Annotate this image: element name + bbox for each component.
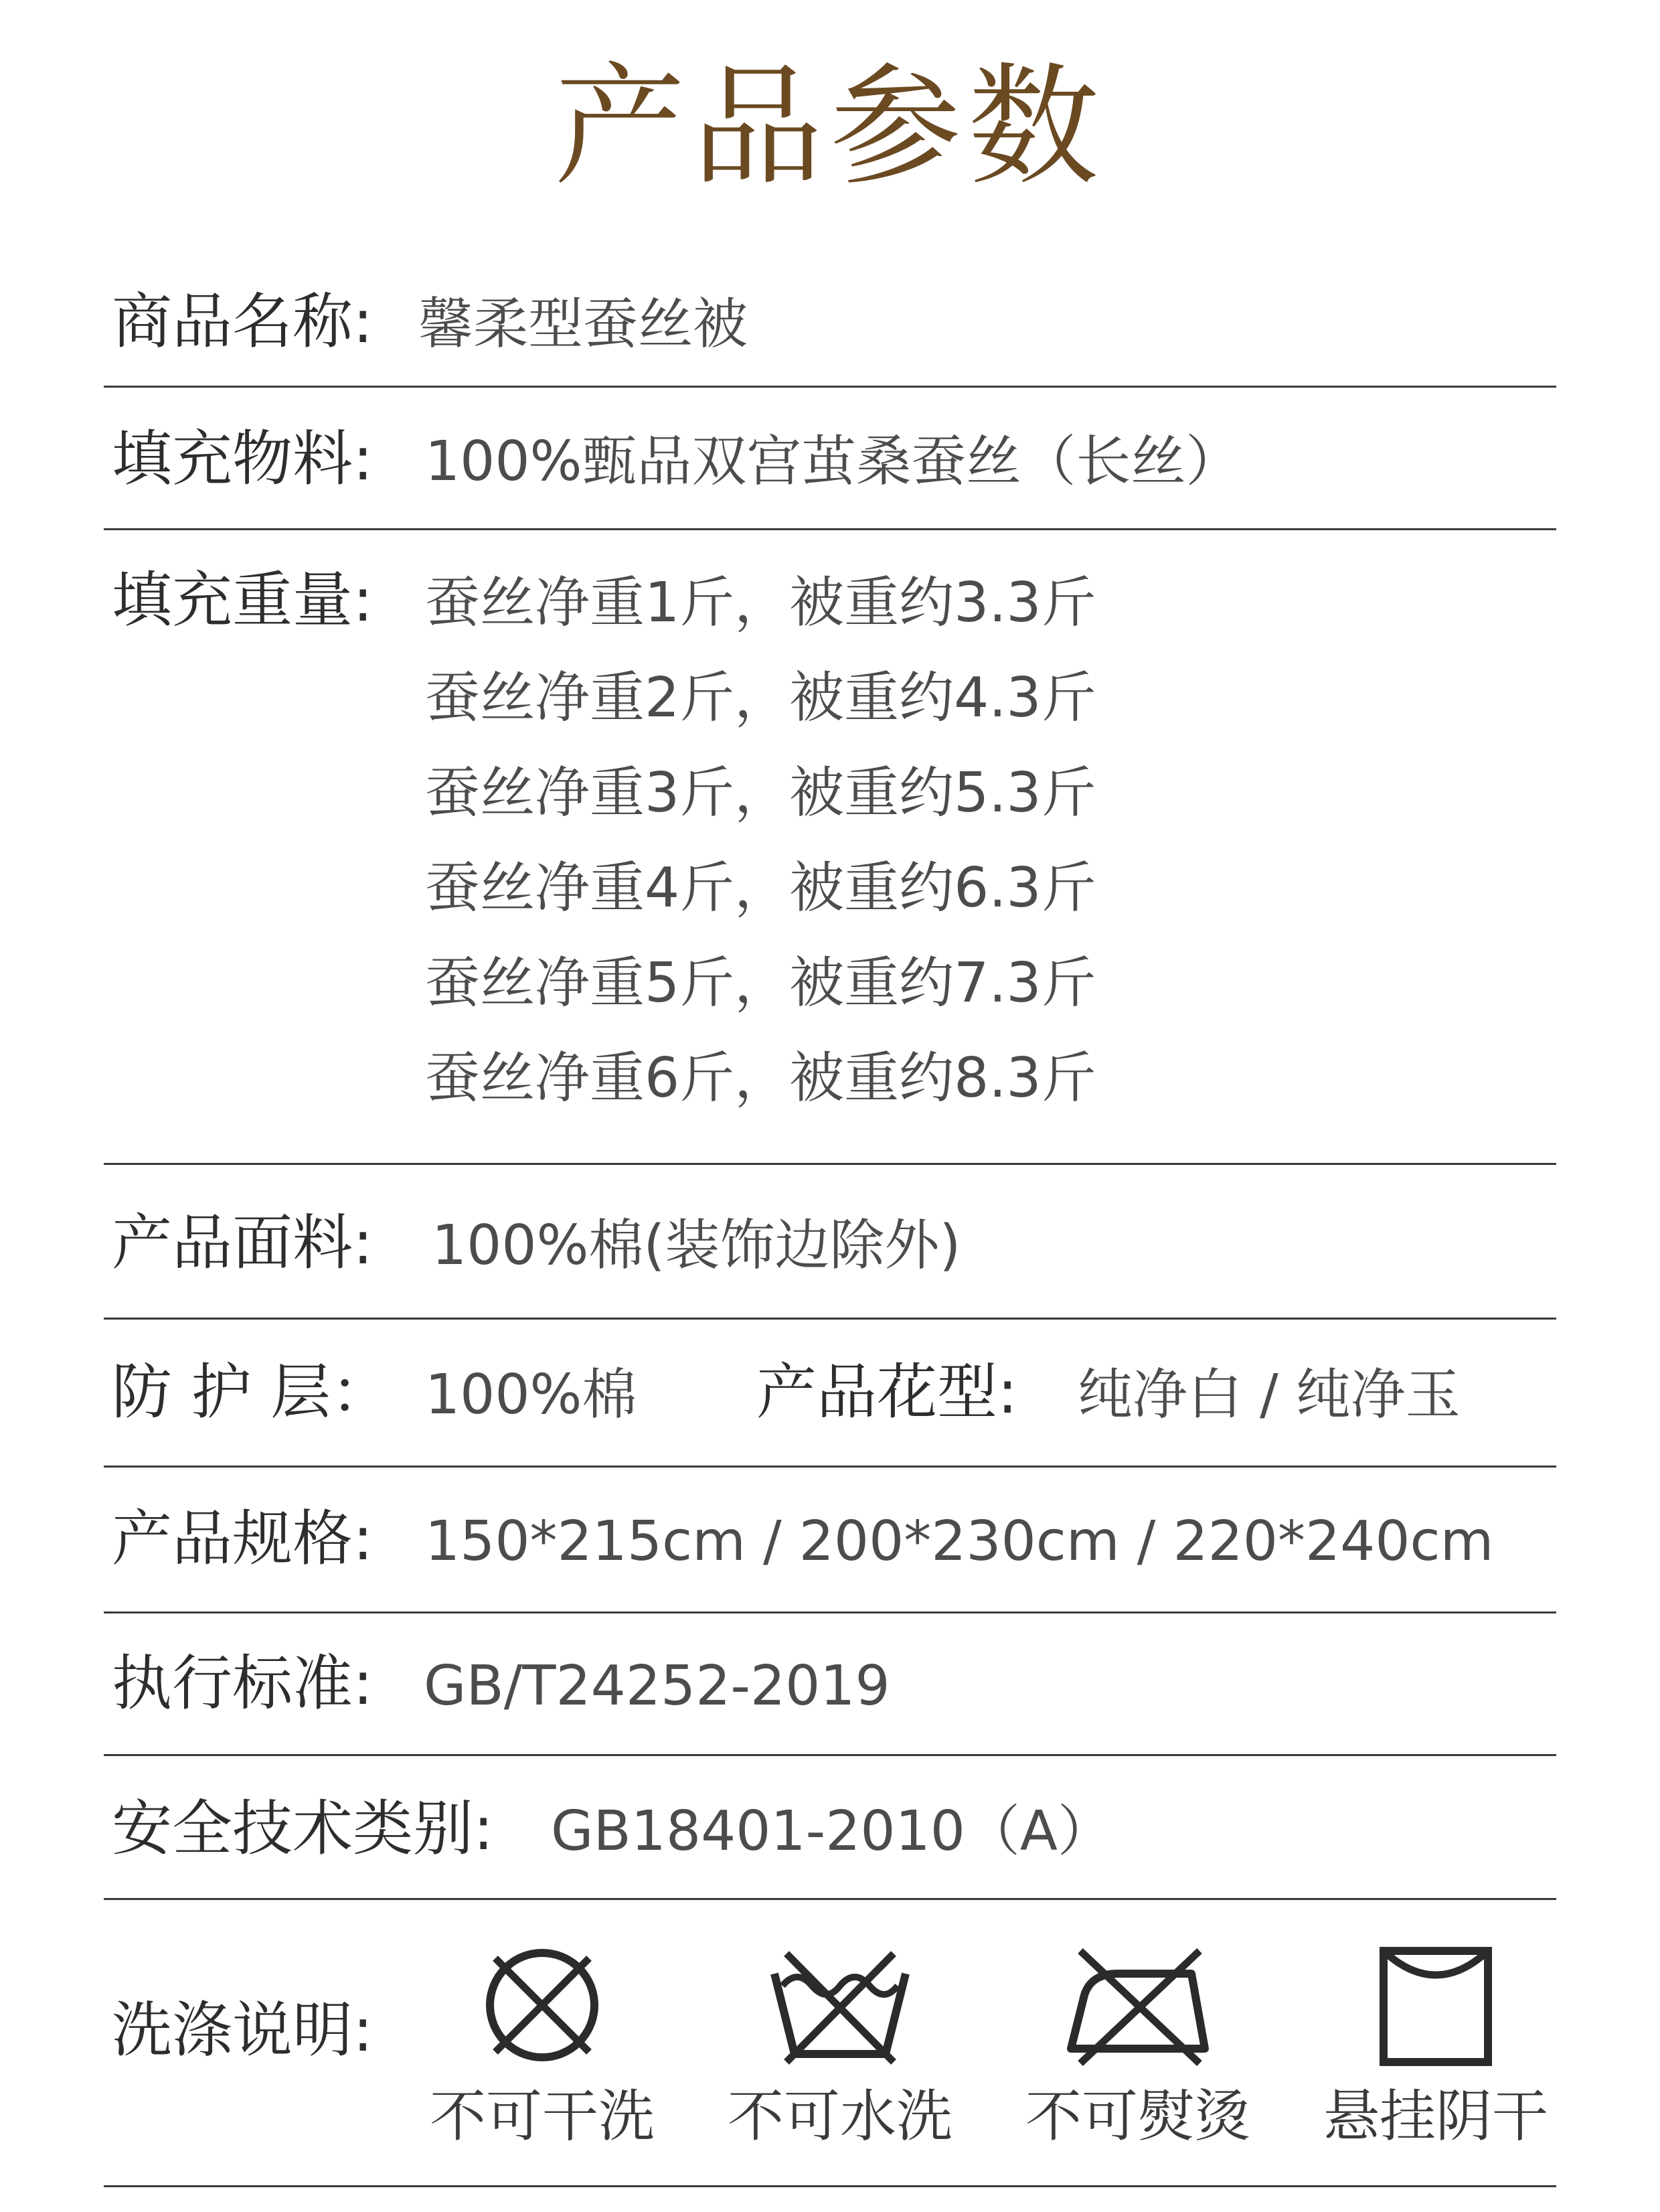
- label-safety-category: 安全技术类别:: [112, 1794, 494, 1864]
- value-filling-material: 100%甄品双宫茧桑蚕丝（长丝）: [425, 430, 1241, 493]
- no-dry-clean-icon: [475, 1942, 609, 2069]
- row-filling-material: [104, 388, 1556, 530]
- row-wash-instructions: [104, 1900, 1556, 2187]
- value-standard: GB/T24252-2019: [424, 1654, 890, 1718]
- weight-line: 蚕丝净重3斤，被重约5.3斤: [425, 761, 1096, 825]
- care-item-no-iron: [1017, 1942, 1258, 2153]
- label-standard: 执行标准:: [112, 1648, 374, 1719]
- weight-line: 蚕丝净重5斤，被重约7.3斤: [425, 951, 1096, 1015]
- value-size: 150*215cm / 200*230cm / 220*240cm: [425, 1510, 1494, 1573]
- label-filling-weight: 填充重量:: [112, 565, 374, 635]
- page-title: 产品参数: [554, 51, 1106, 204]
- value-fabric: 100%棉(装饰边除外): [432, 1214, 961, 1277]
- row-standard: [104, 1613, 1556, 1756]
- label-filling-material: 填充物料:: [112, 424, 374, 494]
- care-item-no-wash: [720, 1942, 961, 2153]
- hang-dry-shade-icon: [1369, 1942, 1503, 2069]
- weight-line: 蚕丝净重6斤，被重约8.3斤: [425, 1046, 1096, 1110]
- no-iron-icon: [1058, 1942, 1218, 2069]
- label-fabric: 产品面料:: [112, 1208, 374, 1278]
- care-label: 不可熨烫: [1025, 2083, 1250, 2149]
- row-protect-layer: [104, 1320, 1556, 1468]
- row-safety-category: [104, 1756, 1556, 1900]
- label-protect-layer: 防 护 层：: [112, 1357, 392, 1427]
- value-safety-category: GB18401-2010（A）: [551, 1800, 1113, 1863]
- care-item-hang-dry-shade: [1315, 1942, 1556, 2153]
- row-filling-weight: [104, 530, 1556, 1165]
- row-size: [104, 1468, 1556, 1613]
- row-product-name: [104, 261, 1556, 388]
- row-fabric: [104, 1165, 1556, 1320]
- care-item-no-dry-clean: [422, 1942, 663, 2153]
- weight-line: 蚕丝净重2斤，被重约4.3斤: [425, 666, 1096, 730]
- label-product-name: 商品名称:: [112, 287, 374, 357]
- care-label: 不可干洗: [429, 2083, 655, 2149]
- care-label: 不可水洗: [727, 2083, 952, 2149]
- weight-line: 蚕丝净重1斤，被重约3.3斤: [425, 571, 1096, 635]
- value-product-name: 馨柔型蚕丝被: [418, 293, 748, 356]
- no-wash-icon: [760, 1942, 920, 2069]
- care-label: 悬挂阴干: [1323, 2083, 1548, 2149]
- label-pattern: 产品花型:: [756, 1357, 1018, 1427]
- weight-line: 蚕丝净重4斤，被重约6.3斤: [425, 856, 1096, 920]
- value-protect-layer: 100%棉: [425, 1363, 637, 1427]
- value-pattern: 纯净白 / 纯净玉: [1078, 1363, 1461, 1427]
- label-wash-instructions: 洗涤说明:: [112, 1995, 374, 2065]
- label-size: 产品规格:: [112, 1504, 374, 1574]
